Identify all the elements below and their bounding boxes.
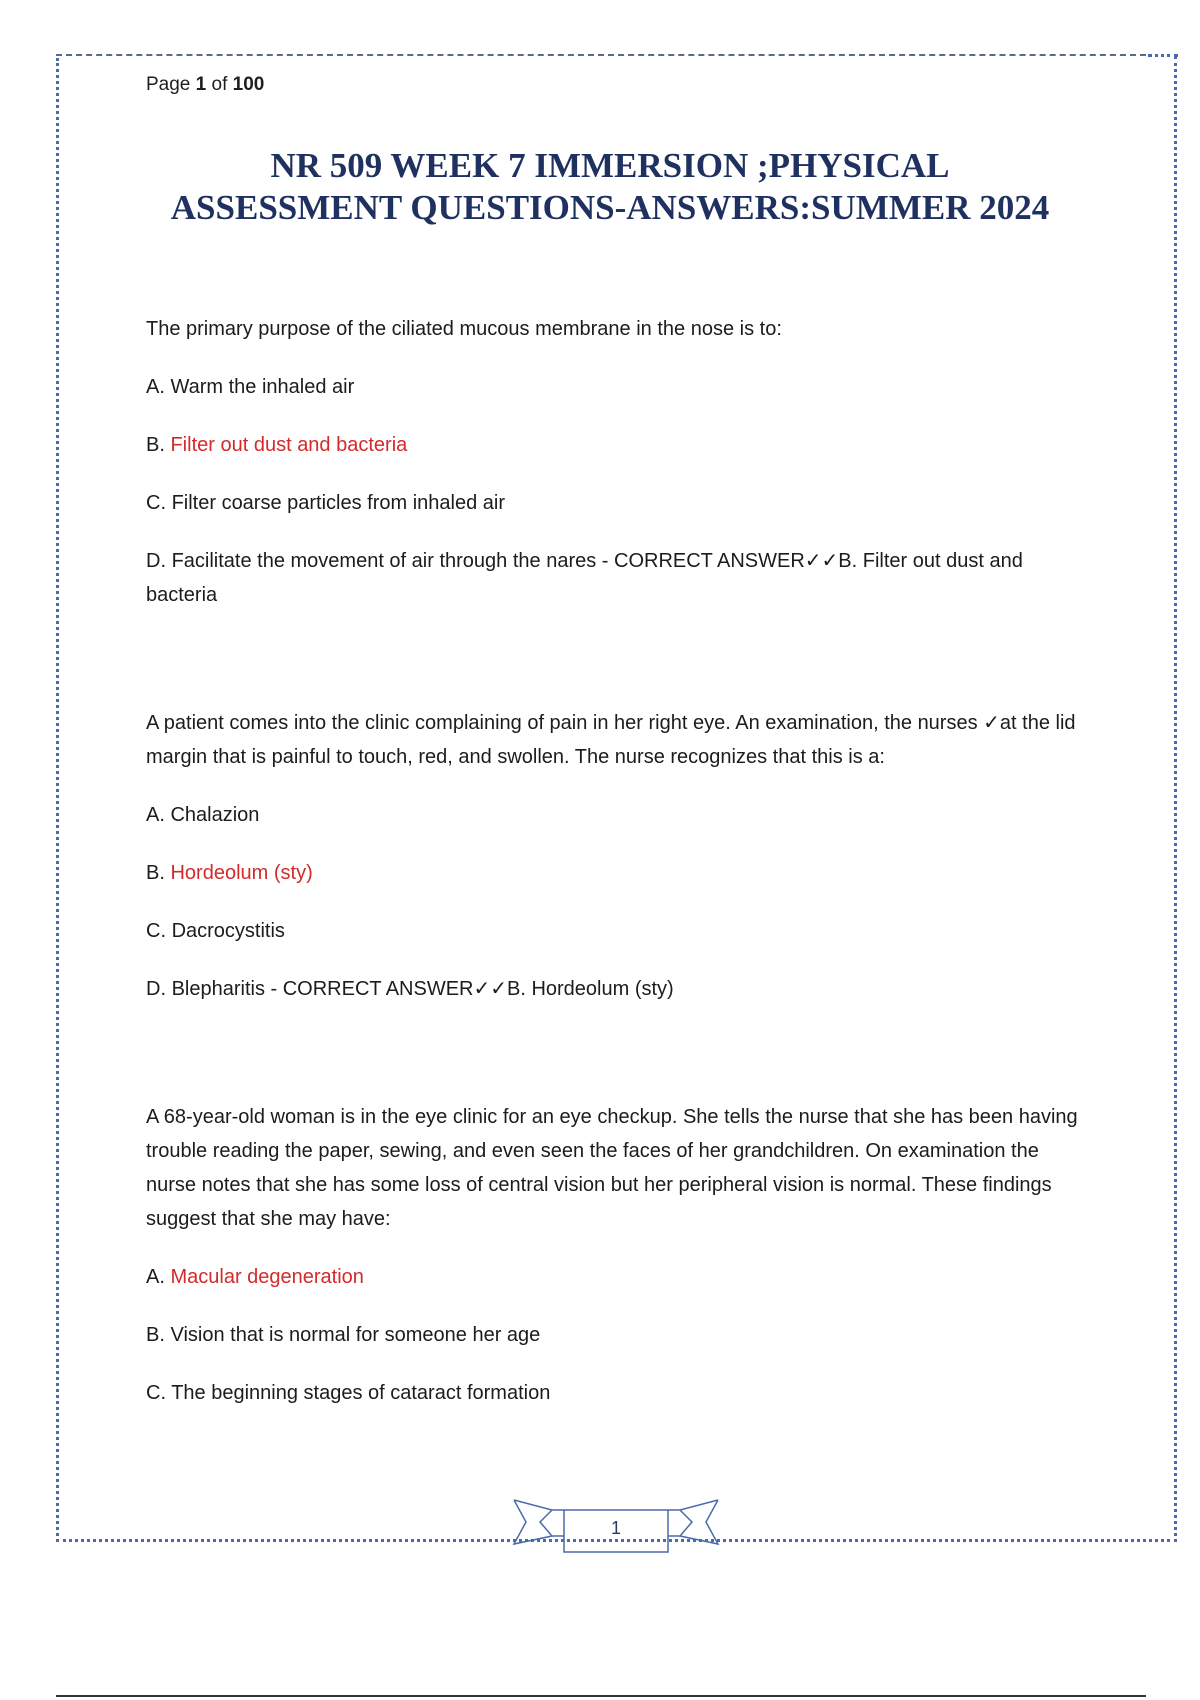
border-left <box>56 58 59 1542</box>
option-prefix: B. <box>146 1324 165 1346</box>
option-d <box>146 972 1086 1006</box>
title-line-2: ASSESSMENT QUESTIONS-ANSWERS:SUMMER 2024 <box>170 188 1050 227</box>
correct-option-text: Filter out dust and bacteria <box>170 434 408 456</box>
option-a <box>146 370 1086 404</box>
question-text: A patient comes into the clinic complaining of pain in her right eye. An examination, the nurses ✓at the lid margin that is painful to touch, red, and swollen. The nurse recognizes that this is a: <box>146 712 1076 768</box>
option-b <box>146 428 1086 462</box>
option-prefix: C. <box>146 1382 166 1404</box>
option-text: Warm the inhaled air <box>170 376 355 398</box>
option-c <box>146 914 1086 948</box>
option-b <box>146 856 1086 890</box>
option-prefix: D. <box>146 550 166 572</box>
option-c <box>146 486 1086 520</box>
option-text: Filter coarse particles from inhaled air <box>171 492 506 514</box>
option-a <box>146 1260 1086 1294</box>
border-right <box>1174 56 1177 1542</box>
option-text: The beginning stages of cataract formation <box>171 1382 551 1404</box>
option-prefix: A. <box>146 1266 165 1288</box>
bottom-divider <box>56 1695 1146 1697</box>
option-prefix: C. <box>146 492 166 514</box>
page-counter <box>146 74 264 96</box>
option-a <box>146 798 1086 832</box>
option-prefix: A. <box>146 376 165 398</box>
option-prefix: D. <box>146 978 166 1000</box>
option-prefix: A. <box>146 804 165 826</box>
option-text: Facilitate the movement of air through the nares - CORRECT ANSWER✓✓B. Filter out dust and bacteria <box>146 550 1023 606</box>
of-word: of <box>211 74 228 95</box>
page-number-ribbon <box>512 1496 720 1560</box>
question-block <box>146 1100 1086 1410</box>
correct-option-text: Hordeolum (sty) <box>170 862 313 884</box>
footer-page-number: 1 <box>610 1518 621 1538</box>
option-text: Blepharitis - CORRECT ANSWER✓✓B. Hordeolum (sty) <box>171 978 674 1000</box>
option-d <box>146 544 1086 612</box>
document-title <box>130 145 1090 229</box>
option-prefix: B. <box>146 434 165 456</box>
question-text: A 68-year-old woman is in the eye clinic for an eye checkup. She tells the nurse that she has been having trouble reading the paper, sewing, and even seen the faces of her grandchildren. On examination the nurse notes that she has some loss of central vision but her peripheral vision is normal. These findings suggest that she may have: <box>146 1106 1078 1230</box>
option-prefix: C. <box>146 920 166 942</box>
option-b <box>146 1318 1086 1352</box>
page-prefix: Page <box>146 74 191 95</box>
question-list <box>146 312 1086 1434</box>
option-prefix: B. <box>146 862 165 884</box>
option-text: Dacrocystitis <box>171 920 285 942</box>
title-line-1: NR 509 WEEK 7 IMMERSION ;PHYSICAL <box>270 146 950 185</box>
question-block <box>146 706 1086 1006</box>
border-top <box>56 54 1146 56</box>
correct-option-text: Macular degeneration <box>170 1266 364 1288</box>
question-text: The primary purpose of the ciliated mucous membrane in the nose is to: <box>146 318 782 340</box>
question-block <box>146 312 1086 612</box>
option-text: Vision that is normal for someone her age <box>170 1324 541 1346</box>
current-page: 1 <box>195 74 207 95</box>
total-pages: 100 <box>232 74 265 95</box>
option-c <box>146 1376 1086 1410</box>
option-text: Chalazion <box>170 804 260 826</box>
